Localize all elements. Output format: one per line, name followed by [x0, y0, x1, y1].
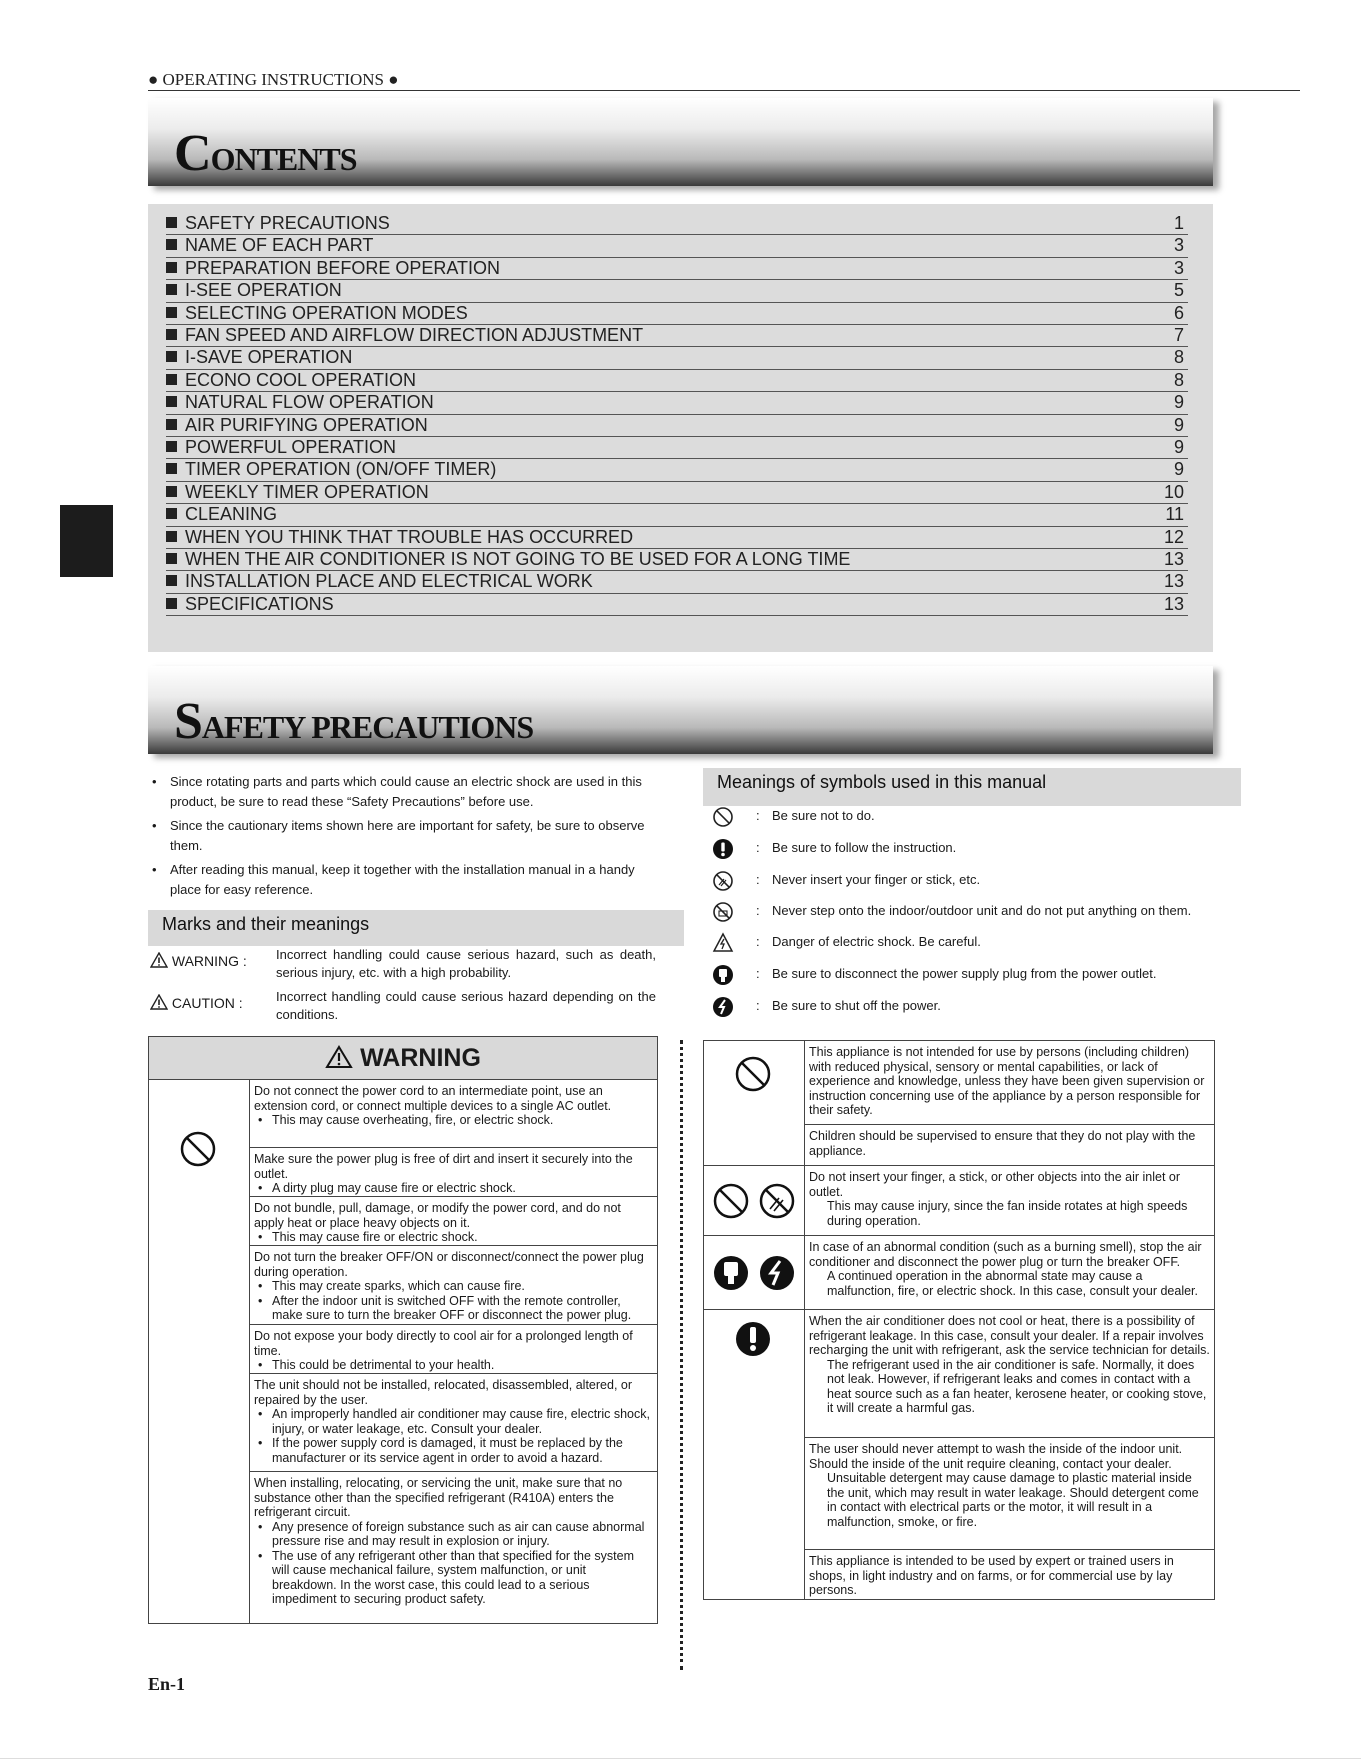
power-off-icon	[712, 996, 734, 1018]
symbols-heading: Meanings of symbols used in this manual	[703, 768, 1241, 806]
contents-title: CONTENTS	[174, 125, 357, 182]
unplug-icon	[712, 964, 734, 986]
prohibition-icon	[734, 1055, 772, 1093]
warning-cell: When installing, relocating, or servicing the unit, make sure that no substance other than the specified refrigerant (R410A) enters the refrigerant circuit. • Any presence of foreign substance such as air can cause abnormal pressure rise and may result in explosion or injury. • The use of any refrigerant other than that specified for the system will cause mechanical failure, system malfunction, or unit breakdown. In the worst case, this could lead to a serious impediment to securing product safety.	[250, 1472, 658, 1623]
mark-warning-desc: Incorrect handling could cause serious hazard, such as death, serious injury, etc. with a high probability.	[276, 947, 656, 980]
prohibition-icon	[712, 806, 734, 828]
toc-item[interactable]: CLEANING 11	[166, 503, 1188, 526]
no-step-icon	[712, 901, 734, 923]
safety-cell: Children should be supervised to ensure that they do not play with the appliance.	[805, 1125, 1214, 1166]
warning-header: WARNING	[149, 1037, 657, 1080]
toc-item[interactable]: NAME OF EACH PART 3	[166, 234, 1188, 257]
warning-cell: Do not bundle, pull, damage, or modify the power cord, and do not apply heat or place heavy objects on it. • This may cause fire or electric shock.	[250, 1197, 658, 1246]
toc-item[interactable]: NATURAL FLOW OPERATION 9	[166, 391, 1188, 414]
safety-cell: The user should never attempt to wash the inside of the indoor unit. Should the inside of the unit require cleaning, contact your dealer. Unsuitable detergent may cause damage to plastic material inside the unit, which may result in water leakage. Should detergent come in contact with electrical parts or the motor, it will result in a malfunction, smoke, or fire.	[805, 1438, 1214, 1550]
mark-warning	[150, 946, 655, 986]
table-of-contents	[148, 204, 1213, 652]
mark-caution	[150, 988, 655, 1028]
safety-cell: This appliance is intended to be used by expert or trained users in shops, in light industry and on farms, or for commercial use by lay persons.	[809, 1554, 1174, 1597]
exclamation-icon	[712, 838, 734, 860]
toc-item[interactable]: FAN SPEED AND AIRFLOW DIRECTION ADJUSTMENT 7	[166, 324, 1188, 347]
power-off-icon	[758, 1254, 796, 1292]
contents-banner	[148, 98, 1213, 186]
safety-cell: This appliance is not intended for use by persons (including children) with reduced physical, sensory or mental capabilities, or lack of experience and knowledge, unless they have been given supervision or instruction concerning use of the appliance by a person responsible for their safety.	[805, 1041, 1214, 1125]
header-rule	[148, 90, 1300, 91]
intro-item: • After reading this manual, keep it together with the installation manual in a handy place for easy reference.	[150, 860, 655, 900]
icon-cell	[704, 1041, 805, 1166]
toc-item[interactable]: WHEN THE AIR CONDITIONER IS NOT GOING TO BE USED FOR A LONG TIME 13	[166, 548, 1188, 571]
toc-item[interactable]: WEEKLY TIMER OPERATION 10	[166, 481, 1188, 504]
caution-triangle-icon	[150, 994, 168, 1010]
section-tab	[60, 505, 113, 577]
warning-cell: Do not expose your body directly to cool air for a prolonged length of time. • This could be detrimental to your health.	[250, 1325, 658, 1374]
no-finger-icon	[758, 1182, 796, 1220]
running-title: ● OPERATING INSTRUCTIONS ●	[148, 70, 399, 89]
intro-item: • Since the cautionary items shown here are important for safety, be sure to observe them.	[150, 816, 655, 856]
safety-cell: In case of an abnormal condition (such as a burning smell), stop the air conditioner and disconnect the power plug or turn the breaker OFF. A continued operation in the abnormal state may cause a malfunction, fire, or electric shock. In this case, consult your dealer.	[805, 1236, 1214, 1310]
safety-table-right	[703, 1040, 1215, 1600]
prohibition-icon	[179, 1130, 217, 1168]
warning-triangle-icon	[150, 952, 168, 968]
electric-shock-icon	[712, 932, 734, 954]
icon-cell	[704, 1166, 805, 1236]
mark-caution-desc: Incorrect handling could cause serious hazard depending on the conditions.	[276, 989, 656, 1022]
toc-item[interactable]: SELECTING OPERATION MODES 6	[166, 302, 1188, 325]
intro-item: • Since rotating parts and parts which could cause an electric shock are used in this product, be sure to read these “Safety Precautions” before use.	[150, 772, 655, 812]
safety-banner	[148, 666, 1213, 754]
warning-cell: Do not connect the power cord to an intermediate point, use an extension cord, or connect multiple devices to a single AC outlet. • This may cause overheating, fire, or electric shock.	[250, 1080, 658, 1148]
warning-cell: Do not turn the breaker OFF/ON or disconnect/connect the power plug during operation. • This may create sparks, which can cause fire. • After the indoor unit is switched OFF with the remote controller, make sure to turn the breaker OFF or disconnect the power plug.	[250, 1246, 658, 1325]
marks-heading: Marks and their meanings	[148, 910, 684, 946]
toc-item[interactable]: I-SEE OPERATION 5	[166, 279, 1188, 302]
mark-caution-label: CAUTION :	[150, 994, 243, 1012]
prohibition-icon	[712, 1182, 750, 1220]
toc-item[interactable]: SPECIFICATIONS 13	[166, 593, 1188, 616]
mark-warning-label: WARNING :	[150, 952, 247, 970]
column-divider	[680, 1040, 683, 1670]
toc-item[interactable]: PREPARATION BEFORE OPERATION 3	[166, 257, 1188, 280]
unplug-icon	[712, 1254, 750, 1292]
safety-cell: Do not insert your finger, a stick, or other objects into the air inlet or outlet. This may cause injury, since the fan inside rotates at high speeds during operation.	[805, 1166, 1214, 1236]
toc-item[interactable]: INSTALLATION PLACE AND ELECTRICAL WORK 13	[166, 570, 1188, 593]
page-number: En-1	[148, 1674, 186, 1694]
icon-cell	[704, 1310, 805, 1599]
warning-table	[148, 1036, 658, 1624]
toc-item[interactable]: ECONO COOL OPERATION 8	[166, 369, 1188, 392]
warning-triangle-icon	[325, 1045, 353, 1069]
warning-cell: The unit should not be installed, relocated, disassembled, altered, or repaired by the user. • An improperly handled air conditioner may cause fire, electric shock, injury, or water leakage, etc. Consult your dealer. • If the power supply cord is damaged, it must be replaced by the manufacturer or its service agent in order to avoid a hazard.	[250, 1374, 658, 1472]
exclamation-icon	[734, 1320, 772, 1358]
toc-item[interactable]: WHEN YOU THINK THAT TROUBLE HAS OCCURRED 12	[166, 526, 1188, 549]
safety-cell: When the air conditioner does not cool or heat, there is a possibility of refrigerant leakage. In this case, consult your dealer. If a repair involves recharging the unit with refrigerant, ask the service technician for details. The refrigerant used in the air conditioner is safe. Normally, it does not leak. However, if refrigerant leaks and comes in contact with a heat source such as a fan heater, kerosene heater, or cooking stove, it will create a harmful gas.	[805, 1310, 1214, 1438]
toc-item[interactable]: TIMER OPERATION (ON/OFF TIMER) 9	[166, 458, 1188, 481]
no-finger-icon	[712, 870, 734, 892]
toc-item[interactable]: SAFETY PRECAUTIONS 1	[166, 212, 1188, 235]
warning-cell: Make sure the power plug is free of dirt and insert it securely into the outlet. • A dirty plug may cause fire or electric shock.	[250, 1148, 658, 1197]
safety-intro-list	[150, 772, 655, 904]
warning-icon-column	[149, 1080, 250, 1623]
toc-item[interactable]: I-SAVE OPERATION 8	[166, 346, 1188, 369]
toc-item[interactable]: POWERFUL OPERATION 9	[166, 436, 1188, 459]
toc-item[interactable]: AIR PURIFYING OPERATION 9	[166, 414, 1188, 437]
bottom-rule	[0, 1758, 1361, 1759]
icon-cell	[704, 1236, 805, 1310]
safety-title: SAFETY PRECAUTIONS	[174, 693, 534, 750]
